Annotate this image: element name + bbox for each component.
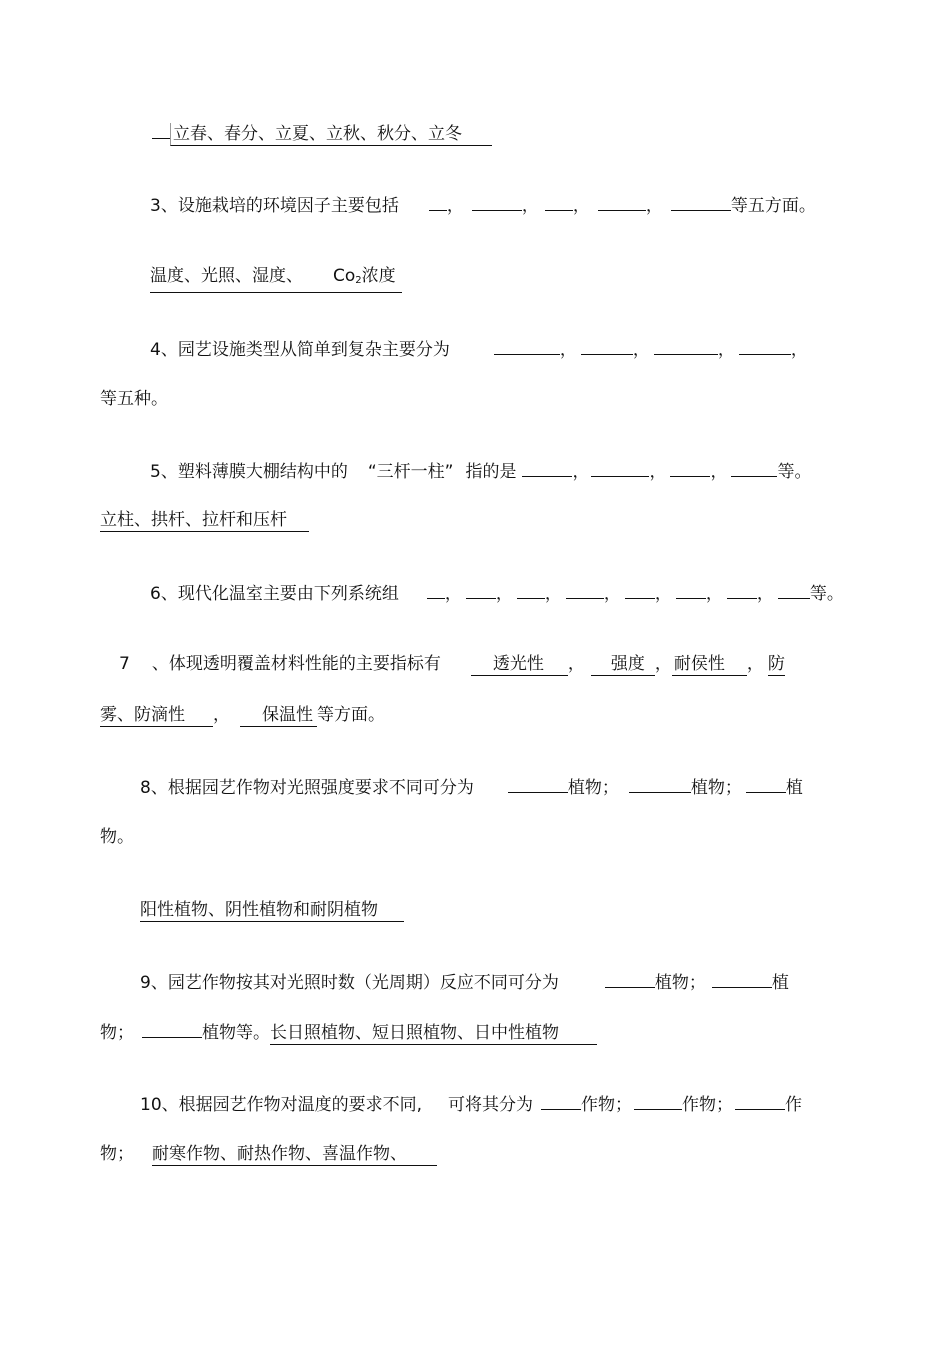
answer-three-poles-line — [100, 508, 309, 532]
question-4: 4、园艺设施类型从简单到复杂主要分为 ， ， ， ， — [150, 336, 808, 362]
question-3: 3、设施栽培的环境因子主要包括 ， ， ， ， 等五方面。 — [150, 192, 816, 218]
question-5: 5、塑料薄膜大棚结构中的 “三杆一柱” 指的是 ， ， ， 等。 — [150, 458, 811, 484]
question-8: 8、根据园艺作物对光照强度要求不同可分为 植物； 植物； 植 — [140, 774, 803, 800]
question-9: 9、园艺作物按其对光照时数（光周期）反应不同可分为 植物； 植 — [140, 969, 789, 995]
answer-photoperiod: 长日照植物、短日照植物、日中性植物 — [270, 1022, 597, 1045]
question-7: 7 、体现透明覆盖材料性能的主要指标有 透光性 ， 强度 ， 耐侯性 ， 防 — [119, 654, 785, 674]
question-6: 6、现代化温室主要由下列系统组 ， ， ， ， ， ， ， 等。 — [150, 580, 844, 606]
answer-transmittance: 透光性 — [471, 653, 568, 676]
answer-antifog: 雾、防滴性 — [100, 704, 213, 727]
answer-seasons-line — [152, 120, 492, 146]
question-7-cont: 雾、防滴性 ， 保温性 等方面。 — [100, 705, 385, 725]
answer-env-factors: 温度、光照、湿度、 $Co_2$浓度 — [150, 265, 402, 293]
answer-weather-resistance: 耐侯性 — [672, 653, 747, 676]
answer-temperature-crops: 耐寒作物、耐热作物、喜温作物、 — [152, 1143, 437, 1166]
answer-three-poles: 立柱、拱杆、拉杆和压杆 — [100, 509, 309, 532]
question-10-cont: 物； 耐寒作物、耐热作物、喜温作物、 — [100, 1142, 437, 1166]
question-10: 10、根据园艺作物对温度的要求不同, 可将其分为 作物； 作物； 作 — [140, 1091, 802, 1117]
answer-light-plants-line — [140, 898, 404, 922]
answer-env-factors-line — [150, 264, 402, 293]
answer-seasons: 立春、春分、立夏、立秋、秋分、立冬 — [170, 123, 492, 146]
question-8-tail: 物。 — [100, 827, 134, 847]
question-9-cont: 物； 植物等。长日照植物、短日照植物、日中性植物 — [100, 1019, 597, 1045]
answer-strength: 强度 — [591, 653, 655, 676]
answer-insulation: 保温性 — [240, 704, 317, 727]
question-4-tail: 等五种。 — [100, 389, 168, 409]
answer-light-plants: 阳性植物、阴性植物和耐阴植物 — [140, 899, 404, 922]
